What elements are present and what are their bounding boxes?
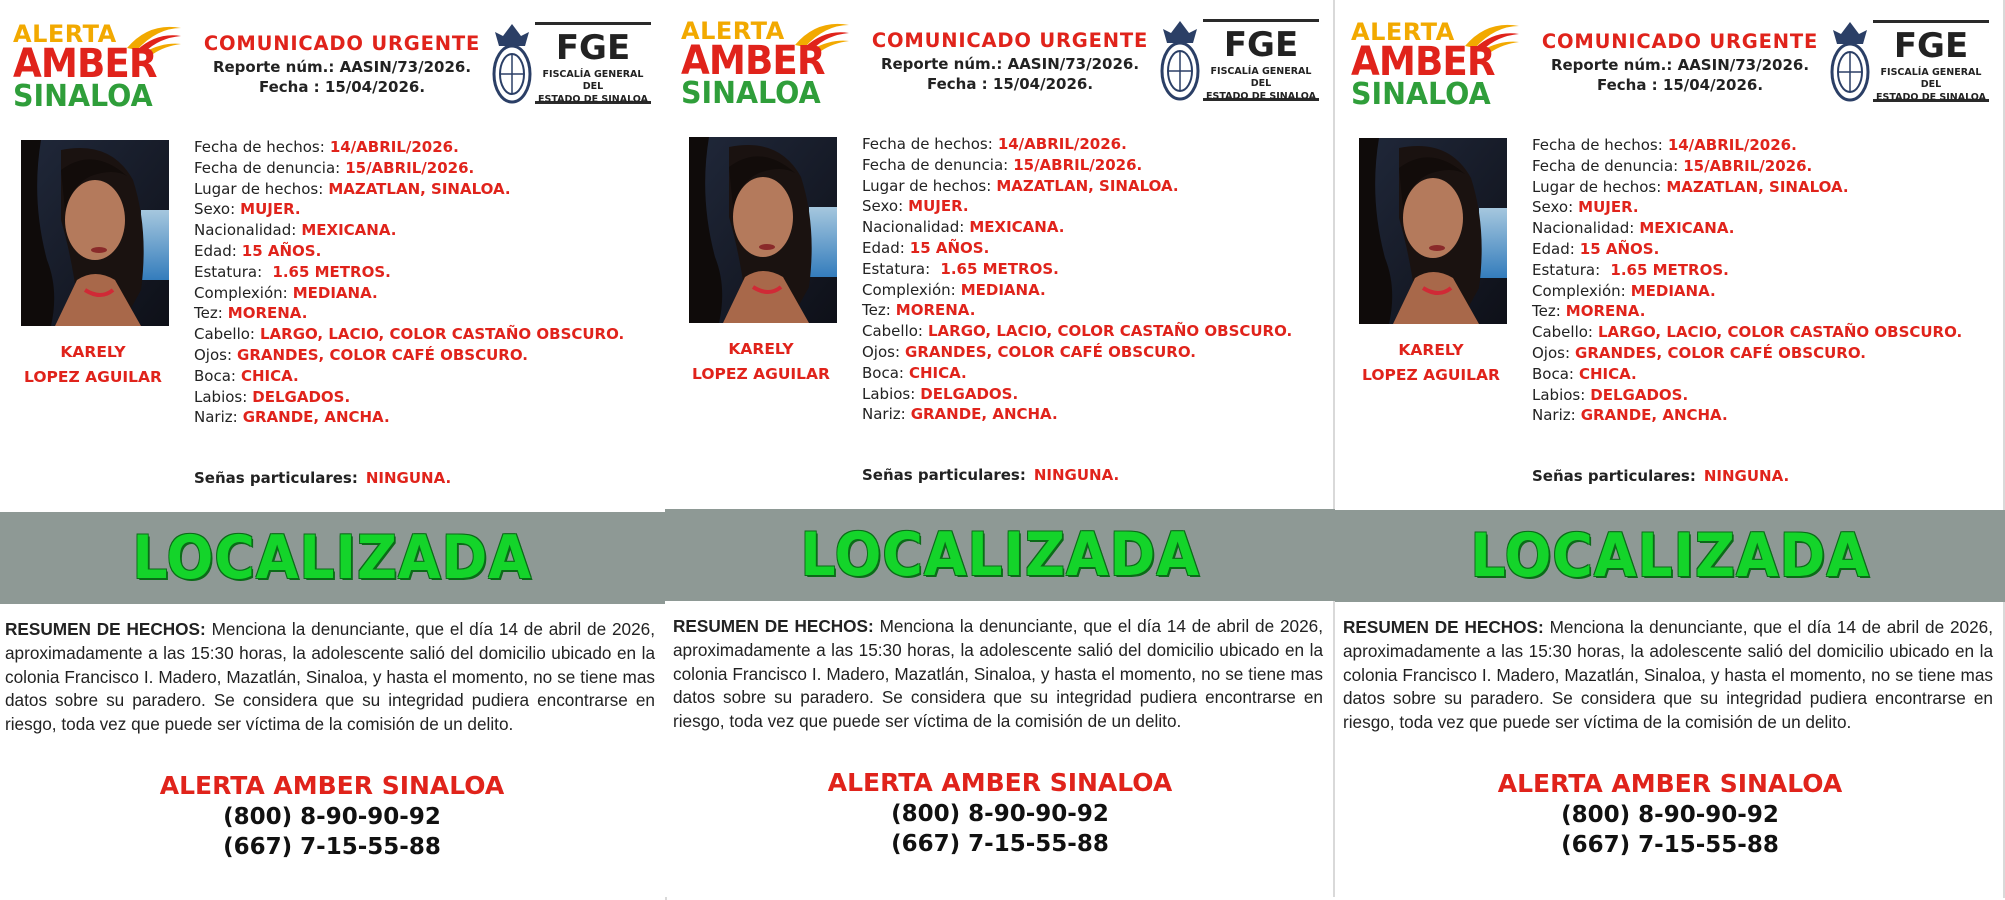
detail-row: [194, 407, 664, 428]
footer-title: ALERTA AMBER SINALOA: [159, 771, 505, 800]
report-date: Fecha : 15/04/2026.: [926, 75, 1094, 93]
detail-value: 15/ABRIL/2026.: [345, 158, 475, 177]
detail-row: [862, 384, 1332, 405]
logo-line-alerta: ALERTA: [681, 17, 785, 45]
detail-value: MEXICANA.: [1639, 219, 1735, 238]
header-block: [1535, 30, 1825, 94]
detail-label: Nariz:: [194, 408, 238, 427]
footer-title: ALERTA AMBER SINALOA: [1497, 769, 1843, 798]
detail-row: [1532, 197, 2002, 218]
status-badge: LOCALIZADA: [132, 523, 532, 593]
detail-label: Edad:: [194, 241, 237, 260]
summary-label: RESUMEN DE HECHOS:: [5, 619, 206, 639]
detail-label: Nacionalidad:: [1532, 219, 1635, 238]
detail-label: Edad:: [862, 238, 905, 257]
detail-row: [862, 196, 1332, 217]
detail-value: MORENA.: [227, 304, 308, 323]
detail-value: 14/ABRIL/2026.: [1667, 136, 1797, 154]
status-band: [1335, 510, 2005, 602]
detail-row: [1532, 364, 2002, 385]
detail-label: Cabello:: [862, 322, 923, 341]
detail-value: 15 AÑOS.: [241, 241, 322, 260]
detail-label: Estatura:: [194, 262, 263, 281]
person-first-name: KARELY: [1398, 341, 1464, 359]
report-number: Reporte núm.: AASIN/73/2026.: [880, 55, 1140, 73]
detail-label: Fecha de denuncia:: [1532, 156, 1679, 175]
person-name: [7, 340, 179, 390]
detail-value: MUJER.: [908, 197, 969, 216]
summary-text: Menciona la denunciante, que el día 14 de abril de 2026, aproximadamente a las 15:30 horas, la adolescente salió del domicilio ubicado en la colonia Francisco I. Madero, Mazatlán, Sinaloa, y hasta el momento, no se tiene mas datos sobre su paradero. Se considera que su integridad pudiera encontrarse en riesgo, toda vez que puede ser víctima de la comisión de un delito.: [673, 616, 1323, 732]
detail-row: [194, 179, 664, 200]
detail-label: Labios:: [1532, 385, 1586, 404]
detail-label: Fecha de denuncia:: [862, 155, 1009, 174]
footer-title: ALERTA AMBER SINALOA: [827, 768, 1173, 797]
detail-row: [862, 363, 1332, 384]
detail-row: [862, 342, 1332, 363]
fge-logo: [535, 22, 651, 104]
agency-name: FGE: [1893, 26, 1969, 66]
detail-value: LARGO, LACIO, COLOR CASTAÑO OBSCURO.: [1597, 323, 1963, 342]
distinguishing-marks-value: NINGUNA.: [1703, 467, 1790, 485]
detail-row: [194, 241, 664, 262]
agency-subtitle-2: ESTADO DE SINALOA: [1206, 90, 1316, 102]
detail-label: Boca:: [194, 366, 236, 385]
detail-label: Cabello:: [1532, 323, 1593, 342]
detail-row: [862, 321, 1332, 342]
person-first-name: KARELY: [60, 343, 126, 361]
detail-value: MORENA.: [895, 301, 976, 320]
detail-value: 15/ABRIL/2026.: [1013, 155, 1143, 174]
detail-row: [194, 137, 664, 158]
detail-value: GRANDE, ANCHA.: [242, 408, 390, 427]
amber-alert-logo: [681, 15, 841, 115]
detail-row: [1532, 322, 2002, 343]
detail-row: [194, 220, 664, 241]
status-badge: LOCALIZADA: [1470, 521, 1870, 591]
state-seal-icon: [1159, 19, 1201, 103]
detail-label: Lugar de hechos:: [194, 179, 324, 198]
detail-row: [194, 283, 664, 304]
status-band: [665, 509, 1335, 601]
missing-person-photo: [689, 137, 837, 323]
detail-label: Nariz:: [862, 405, 906, 424]
detail-row: [862, 404, 1332, 425]
detail-row: [1532, 405, 2002, 426]
detail-label: Ojos:: [862, 342, 901, 361]
detail-value: 15 AÑOS.: [1579, 239, 1660, 258]
person-details: [862, 134, 1332, 425]
agency-name: FGE: [1223, 25, 1299, 65]
detail-label: Fecha de denuncia:: [194, 158, 341, 177]
detail-row: [862, 217, 1332, 238]
contact-footer: [1335, 768, 2005, 860]
logo-line-sinaloa: SINALOA: [13, 79, 153, 114]
detail-label: Tez:: [862, 301, 891, 320]
detail-label: Tez:: [1532, 302, 1561, 321]
detail-row: [194, 199, 664, 220]
agency-subtitle-2: ESTADO DE SINALOA: [538, 93, 648, 105]
detail-label: Labios:: [194, 387, 248, 406]
detail-value: MORENA.: [1565, 302, 1646, 321]
detail-row: [862, 155, 1332, 176]
detail-row: [862, 300, 1332, 321]
logo-line-amber: AMBER: [681, 38, 825, 84]
header-block: [197, 32, 487, 96]
distinguishing-marks-label: Señas particulares:: [1532, 467, 1696, 485]
logo-line-alerta: ALERTA: [1351, 18, 1455, 46]
detail-value: GRANDES, COLOR CAFÉ OBSCURO.: [905, 342, 1196, 361]
logo-line-amber: AMBER: [13, 41, 157, 87]
logo-line-sinaloa: SINALOA: [681, 76, 821, 111]
detail-label: Lugar de hechos:: [1532, 177, 1662, 196]
status-badge: LOCALIZADA: [800, 520, 1200, 590]
detail-label: Edad:: [1532, 239, 1575, 258]
agency-subtitle-2: ESTADO DE SINALOA: [1876, 91, 1986, 103]
person-name: [1345, 338, 1517, 388]
summary-of-facts: [1343, 616, 1993, 735]
detail-value: 14/ABRIL/2026.: [329, 138, 459, 156]
contact-footer: [0, 770, 667, 862]
detail-row: [1532, 218, 2002, 239]
detail-value: DELGADOS.: [252, 387, 351, 406]
summary-label: RESUMEN DE HECHOS:: [673, 616, 874, 636]
amber-alert-logo: [1351, 16, 1511, 116]
alert-poster-left: [0, 0, 667, 900]
phone-number-1: (800) 8-90-90-92: [891, 801, 1109, 827]
person-last-name: LOPEZ AGUILAR: [1362, 366, 1500, 384]
detail-label: Sexo:: [862, 197, 904, 216]
detail-row: [194, 345, 664, 366]
detail-label: Estatura:: [862, 259, 931, 278]
summary-label: RESUMEN DE HECHOS:: [1343, 617, 1544, 637]
summary-text: Menciona la denunciante, que el día 14 de abril de 2026, aproximadamente a las 15:30 horas, la adolescente salió del domicilio ubicado en la colonia Francisco I. Madero, Mazatlán, Sinaloa, y hasta el momento, no se tiene mas datos sobre su paradero. Se considera que su integridad pudiera encontrarse en riesgo, toda vez que puede ser víctima de la comisión de un delito.: [1343, 617, 1993, 733]
detail-label: Ojos:: [194, 345, 233, 364]
detail-label: Complexión:: [194, 283, 288, 302]
agency-subtitle-1: FISCALÍA GENERAL DEL: [1210, 66, 1312, 89]
amber-alert-logo: [13, 18, 173, 118]
detail-row: [194, 158, 664, 179]
detail-label: Cabello:: [194, 325, 255, 344]
detail-value: MEXICANA.: [301, 221, 397, 240]
detail-value: MEDIANA.: [960, 280, 1046, 299]
phone-number-2: (667) 7-15-55-88: [223, 834, 441, 860]
phone-number-2: (667) 7-15-55-88: [1561, 832, 1779, 858]
report-date: Fecha : 15/04/2026.: [1596, 76, 1764, 94]
logo-line-alerta: ALERTA: [13, 20, 117, 48]
distinguishing-marks: [862, 466, 1119, 484]
detail-label: Fecha de hechos:: [1532, 136, 1663, 154]
detail-row: [1532, 239, 2002, 260]
detail-value: MAZATLAN, SINALOA.: [996, 176, 1179, 195]
detail-value: DELGADOS.: [1590, 385, 1689, 404]
detail-row: [1532, 343, 2002, 364]
detail-value: GRANDE, ANCHA.: [1580, 406, 1728, 425]
detail-value: CHICA.: [1578, 364, 1637, 383]
detail-value: GRANDE, ANCHA.: [910, 405, 1058, 424]
detail-value: MEDIANA.: [292, 283, 378, 302]
detail-value: GRANDES, COLOR CAFÉ OBSCURO.: [237, 345, 528, 364]
report-date: Fecha : 15/04/2026.: [258, 78, 426, 96]
detail-row: [1532, 385, 2002, 406]
header-title: COMUNICADO URGENTE: [871, 29, 1149, 52]
detail-label: Fecha de hechos:: [194, 138, 325, 156]
detail-row: [862, 134, 1332, 155]
detail-label: Nacionalidad:: [862, 218, 965, 237]
detail-value: GRANDES, COLOR CAFÉ OBSCURO.: [1575, 343, 1866, 362]
detail-label: Sexo:: [1532, 198, 1574, 217]
distinguishing-marks-label: Señas particulares:: [862, 466, 1026, 484]
missing-person-photo: [1359, 138, 1507, 324]
detail-label: Ojos:: [1532, 343, 1571, 362]
detail-label: Fecha de hechos:: [862, 135, 993, 153]
detail-label: Complexión:: [862, 280, 956, 299]
detail-row: [1532, 301, 2002, 322]
detail-label: Tez:: [194, 304, 223, 323]
detail-value: DELGADOS.: [920, 384, 1019, 403]
detail-label: Sexo:: [194, 200, 236, 219]
person-details: [1532, 135, 2002, 426]
detail-value: CHICA.: [240, 366, 299, 385]
distinguishing-marks: [1532, 467, 1789, 485]
header-title: COMUNICADO URGENTE: [1541, 30, 1819, 53]
report-number: Reporte núm.: AASIN/73/2026.: [1550, 56, 1810, 74]
distinguishing-marks-value: NINGUNA.: [1033, 466, 1120, 484]
person-last-name: LOPEZ AGUILAR: [692, 365, 830, 383]
report-number: Reporte núm.: AASIN/73/2026.: [212, 58, 472, 76]
agency-subtitle-1: FISCALÍA GENERAL DEL: [1880, 67, 1982, 90]
detail-row: [1532, 177, 2002, 198]
missing-person-photo: [21, 140, 169, 326]
contact-footer: [665, 767, 1335, 859]
detail-value: MEDIANA.: [1630, 281, 1716, 300]
summary-text: Menciona la denunciante, que el día 14 de abril de 2026, aproximadamente a las 15:30 horas, la adolescente salió del domicilio ubicado en la colonia Francisco I. Madero, Mazatlán, Sinaloa, y hasta el momento, no se tiene mas datos sobre su paradero. Se considera que su integridad pudiera encontrarse en riesgo, toda vez que puede ser víctima de la comisión de un delito.: [5, 619, 655, 735]
header-title: COMUNICADO URGENTE: [203, 32, 481, 55]
state-seal-icon: [1829, 20, 1871, 104]
alert-poster-center: [665, 0, 1335, 897]
detail-value: CHICA.: [908, 363, 967, 382]
person-last-name: LOPEZ AGUILAR: [24, 368, 162, 386]
detail-row: [862, 259, 1332, 280]
detail-value: LARGO, LACIO, COLOR CASTAÑO OBSCURO.: [259, 325, 625, 344]
detail-row: [194, 324, 664, 345]
detail-row: [194, 366, 664, 387]
fge-logo: [1203, 19, 1319, 101]
distinguishing-marks-label: Señas particulares:: [194, 469, 358, 487]
person-name: [675, 337, 847, 387]
detail-value: 1.65 METROS.: [935, 259, 1059, 278]
detail-value: 15/ABRIL/2026.: [1683, 156, 1813, 175]
phone-number-2: (667) 7-15-55-88: [891, 831, 1109, 857]
detail-row: [1532, 135, 2002, 156]
detail-row: [1532, 281, 2002, 302]
detail-value: MAZATLAN, SINALOA.: [1666, 177, 1849, 196]
state-seal-icon: [491, 22, 533, 106]
agency-subtitle-1: FISCALÍA GENERAL DEL: [542, 69, 644, 92]
logo-line-amber: AMBER: [1351, 39, 1495, 85]
detail-value: 1.65 METROS.: [267, 262, 391, 281]
summary-of-facts: [673, 615, 1323, 734]
detail-row: [194, 303, 664, 324]
detail-value: MUJER.: [1578, 198, 1639, 217]
fge-logo: [1873, 20, 1989, 102]
detail-value: MUJER.: [240, 200, 301, 219]
detail-row: [1532, 156, 2002, 177]
alert-poster-right: [1335, 0, 2005, 898]
detail-label: Boca:: [1532, 364, 1574, 383]
detail-value: LARGO, LACIO, COLOR CASTAÑO OBSCURO.: [927, 322, 1293, 341]
detail-value: MEXICANA.: [969, 218, 1065, 237]
detail-value: 14/ABRIL/2026.: [997, 135, 1127, 153]
summary-of-facts: [5, 618, 655, 737]
status-band: [0, 512, 667, 604]
detail-row: [862, 280, 1332, 301]
detail-row: [1532, 260, 2002, 281]
detail-row: [862, 238, 1332, 259]
person-details: [194, 137, 664, 428]
logo-line-sinaloa: SINALOA: [1351, 77, 1491, 112]
detail-value: 15 AÑOS.: [909, 238, 990, 257]
detail-label: Lugar de hechos:: [862, 176, 992, 195]
detail-row: [194, 387, 664, 408]
detail-label: Complexión:: [1532, 281, 1626, 300]
detail-label: Labios:: [862, 384, 916, 403]
detail-value: MAZATLAN, SINALOA.: [328, 179, 511, 198]
phone-number-1: (800) 8-90-90-92: [223, 804, 441, 830]
detail-label: Boca:: [862, 363, 904, 382]
distinguishing-marks: [194, 469, 451, 487]
person-first-name: KARELY: [728, 340, 794, 358]
detail-label: Nariz:: [1532, 406, 1576, 425]
detail-label: Estatura:: [1532, 260, 1601, 279]
header-block: [865, 29, 1155, 93]
detail-value: 1.65 METROS.: [1605, 260, 1729, 279]
phone-number-1: (800) 8-90-90-92: [1561, 802, 1779, 828]
agency-name: FGE: [555, 28, 631, 68]
detail-row: [862, 176, 1332, 197]
distinguishing-marks-value: NINGUNA.: [365, 469, 452, 487]
detail-row: [194, 262, 664, 283]
detail-label: Nacionalidad:: [194, 221, 297, 240]
